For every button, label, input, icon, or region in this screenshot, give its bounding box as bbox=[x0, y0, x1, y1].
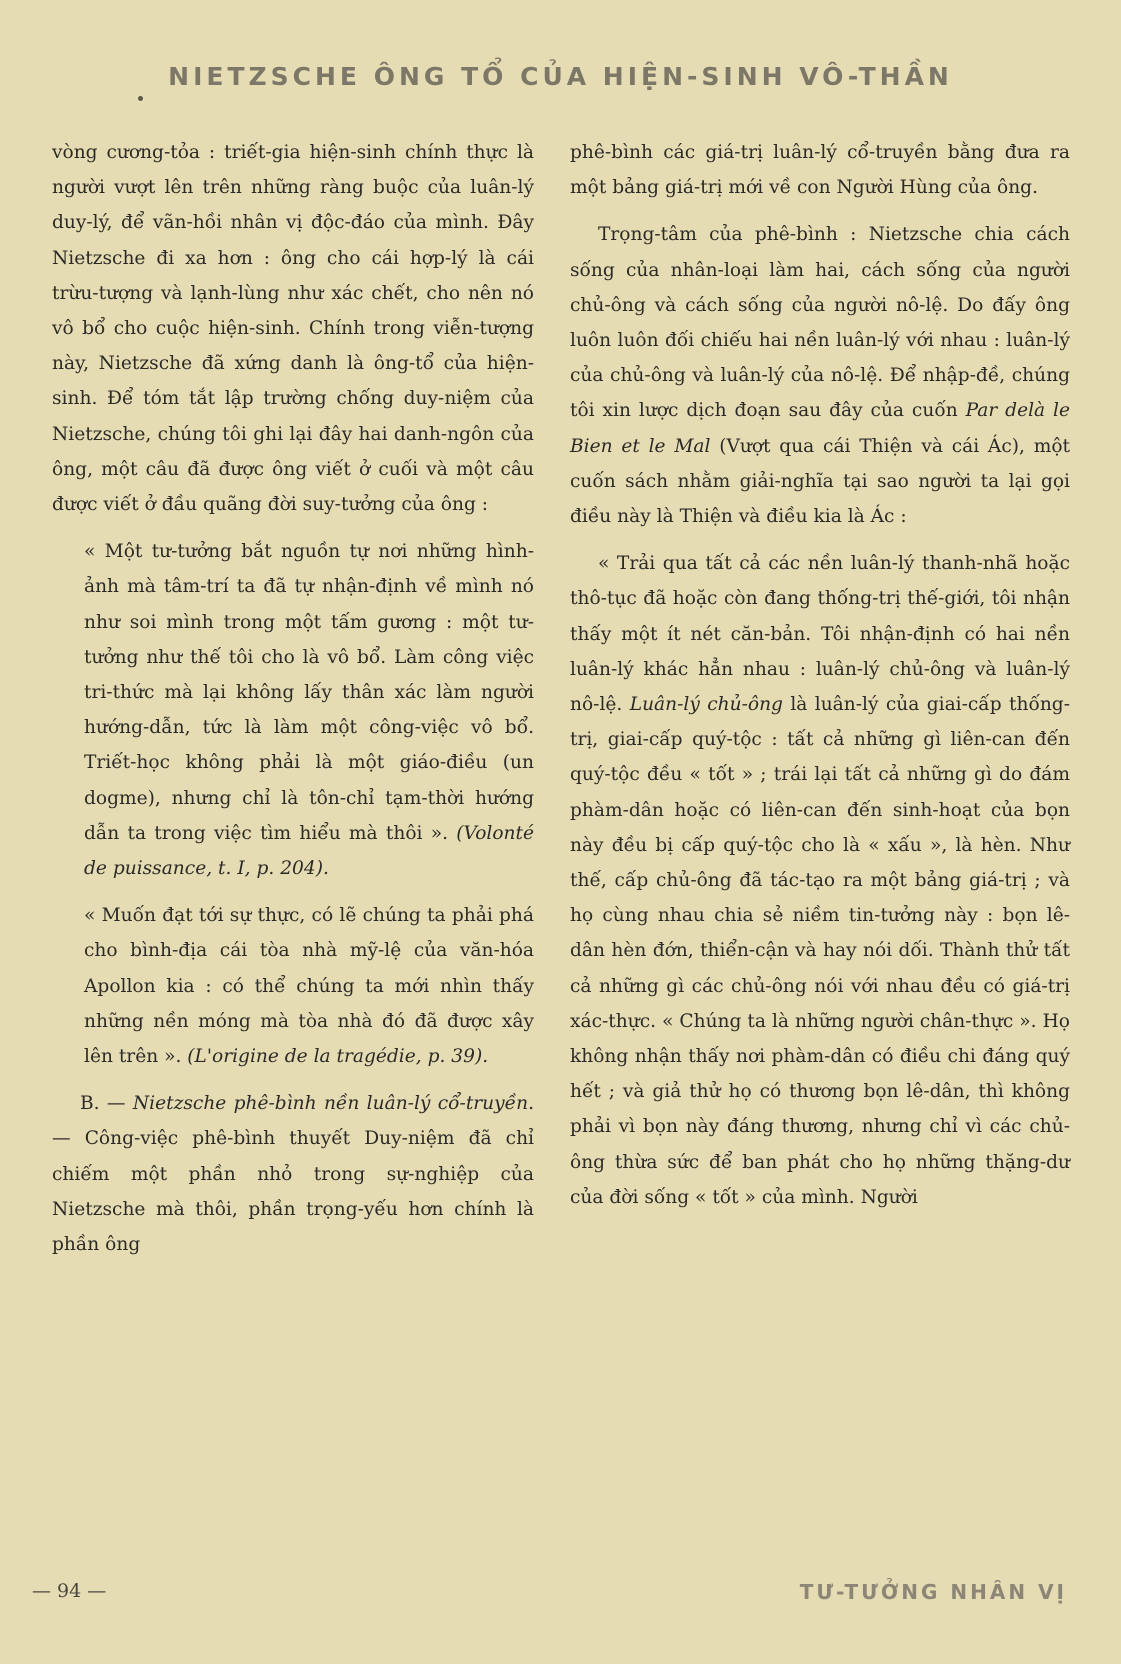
section-title: Nietzsche phê-bình nền luân-lý cổ-truyền. bbox=[132, 1093, 534, 1115]
paragraph: vòng cương-tỏa : triết-gia hiện-sinh chính thực là người vượt lên trên những ràng buộc của luân-lý duy-lý, để vãn-hồi nhân vị độc-đáo của mình. Đây Nietzsche đi xa hơn : ông cho cái hợp-lý là cái trừu-tượng và lạnh-lùng như xác chết, cho nên nó vô bổ cho cuộc hiện-sinh. Chính trong viễn-tượng này, Nietzsche đã xứng danh là ông-tổ của hiện-sinh. Để tóm tắt lập trường chống duy-niệm của Nietzsche, chúng tôi ghi lại đây hai danh-ngôn của ông, một câu đã được ông viết ở cuối và một câu được viết ở đầu quãng đời suy-tưởng của ông : bbox=[52, 142, 534, 516]
quote-text: « Muốn đạt tới sự thực, có lẽ chúng ta phải phá cho bình-địa cái tòa nhà mỹ-lệ của văn-hóa Apollon kia : có thể chúng ta mới nhìn thấy những nền móng mà tòa nhà đó đã được xây lên trên ». bbox=[84, 905, 534, 1068]
section-label: B. — bbox=[80, 1093, 126, 1115]
quote-term: Luân-lý chủ-ông bbox=[629, 694, 783, 716]
section-paragraph bbox=[52, 1086, 534, 1262]
paragraph-text: (Vượt qua cái Thiện và cái Ác), một cuốn sách nhằm giải-nghĩa tại sao người ta lại gọi điều này là Thiện và điều kia là Ác : bbox=[570, 435, 1070, 528]
paragraph-text: Trọng-tâm của phê-bình : Nietzsche chia cách sống của nhân-loại làm hai, cách sống của người chủ-ông và cách sống của người nô-lệ. Do đấy ông luôn luôn đối chiếu hai nền luân-lý với nhau : luân-lý của chủ-ông và luân-lý của nô-lệ. Để nhập-đề, chúng tôi xin lược dịch đoạn sau đây của cuốn bbox=[570, 224, 1070, 422]
quote-citation: (Volonté de puissance, t. I, p. 204). bbox=[84, 822, 534, 880]
paragraph bbox=[570, 217, 1070, 534]
paragraph: phê-bình các giá-trị luân-lý cổ-truyền bằng đưa ra một bảng giá-trị mới về con Người Hùng của ông. bbox=[570, 142, 1070, 199]
block-quote bbox=[52, 534, 534, 886]
quote-text: « Một tư-tưởng bắt nguồn tự nơi những hình-ảnh mà tâm-trí ta đã tự nhận-định về mình nó như soi mình trong một tấm gương : một tư-tưởng như thế tôi cho là vô bổ. Làm công việc tri-thức mà lại không lấy thân xác làm người hướng-dẫn, tức là làm một công-việc vô bổ. Triết-học không phải là một giáo-điều (un dogme), nhưng chỉ là tôn-chỉ tạm-thời hướng dẫn ta trong việc tìm hiểu mà thôi ». bbox=[84, 541, 534, 844]
page-number: — 94 — bbox=[32, 1580, 107, 1602]
right-column bbox=[570, 135, 1070, 1215]
magazine-name: TƯ-TƯỞNG NHÂN VỊ bbox=[799, 1580, 1067, 1604]
bullet-mark bbox=[138, 96, 143, 101]
quote-citation: (L'origine de la tragédie, p. 39). bbox=[187, 1046, 489, 1068]
section-text: — Công-việc phê-bình thuyết Duy-niệm đã chỉ chiếm một phần nhỏ trong sự-nghiệp của Nietzsche mà thôi, phần trọng-yếu hơn chính là phần ông bbox=[52, 1128, 534, 1256]
quote-text: là luân-lý của giai-cấp thống-trị, giai-cấp quý-tộc : tất cả những gì liên-can đến quý-tộc đều « tốt » ; trái lại tất cả những gì do đám phàm-dân hoặc có liên-can đến sinh-hoạt của bọn này đều bị cấp quý-tộc cho là « xấu », là hèn. Như thế, cấp chủ-ông đã tác-tạo ra một bảng giá-trị ; và họ cùng nhau chia sẻ niềm tin-tưởng này : bọn lê-dân hèn đớn, thiển-cận và hay nói dối. Thành thử tất cả những gì các chủ-ông nói với nhau đều có giá-trị xác-thực. « Chúng ta là những người chân-thực ». Họ không nhận thấy nơi phàm-dân có điều chi đáng quý hết ; và giả thử họ có thương bọn lê-dân, thì không phải vì bọn này đáng thương, nhưng chỉ vì các chủ-ông thừa sức để ban phát cho họ những thặng-dư của đời sống « tốt » của mình. Người bbox=[570, 694, 1070, 1208]
block-quote bbox=[570, 546, 1070, 1215]
quote-text: « Trải qua tất cả các nền luân-lý thanh-nhã hoặc thô-tục đã hoặc còn đang thống-trị thế-giới, tôi nhận thấy một ít nét căn-bản. Tôi nhận-định có hai nền luân-lý khác hẳn nhau : luân-lý chủ-ông và luân-lý nô-lệ. bbox=[570, 553, 1070, 716]
left-column bbox=[52, 135, 534, 1262]
running-header: NIETZSCHE ÔNG TỔ CỦA HIỆN-SINH VÔ-THẦN bbox=[168, 62, 953, 91]
book-title: Par delà le Bien et le Mal bbox=[570, 400, 1070, 457]
block-quote bbox=[52, 898, 534, 1074]
